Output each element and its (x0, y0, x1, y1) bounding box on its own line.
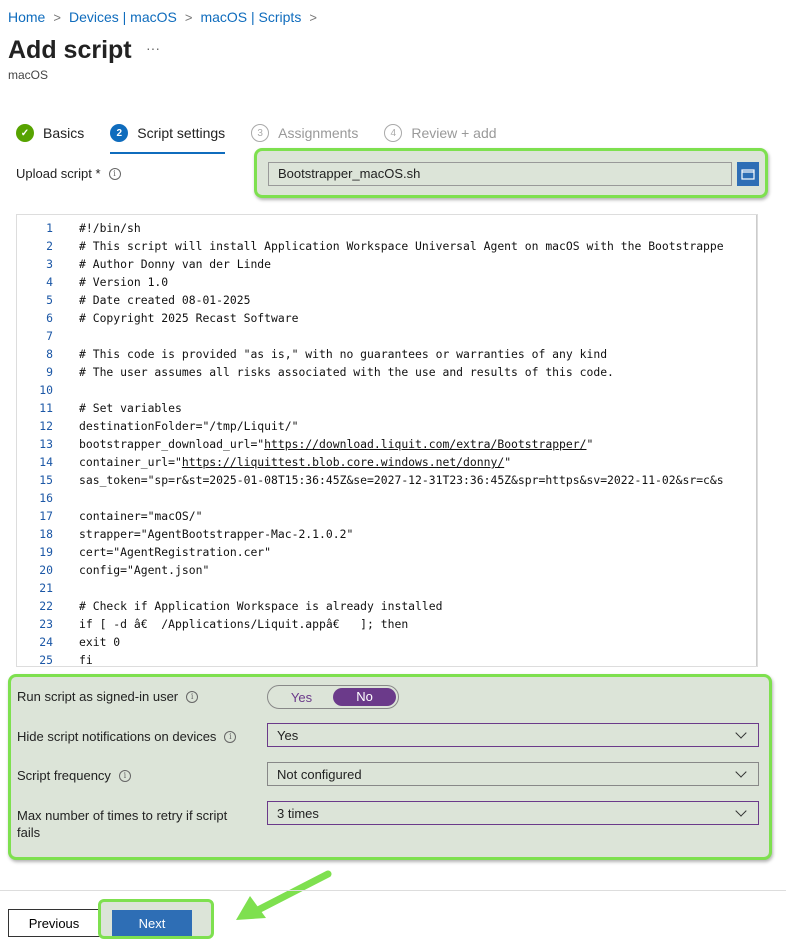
code-segment: # The user assumes all risks associated with the use and results of this code. (79, 365, 614, 379)
code-text (79, 633, 120, 651)
code-segment: sas_token="sp=r&st=2025-01-08T15:36:45Z&se=2027-12-31T23:36:45Z&spr=https&sv=2022-11-02&sr=c&s (79, 473, 724, 487)
label-text: Upload script * (16, 166, 101, 181)
line-number: 3 (46, 257, 53, 271)
script-code-editor[interactable] (16, 214, 758, 667)
tab-assignments[interactable] (251, 120, 358, 146)
page-title: Add script (8, 36, 132, 64)
line-number: 20 (39, 563, 53, 577)
line-number: 19 (39, 545, 53, 559)
line-number: 16 (39, 491, 53, 505)
code-line (17, 327, 757, 345)
code-segment: #!/bin/sh (79, 221, 141, 235)
code-segment: exit 0 (79, 635, 121, 649)
code-text (79, 597, 442, 615)
code-segment: # This script will install Application Workspace Universal Agent on macOS with the Bootstrappe (79, 239, 724, 253)
browse-folder-button[interactable] (737, 162, 759, 186)
code-line (17, 273, 757, 291)
hide-notifications-select[interactable] (267, 723, 759, 747)
code-line (17, 633, 757, 651)
line-number: 4 (46, 275, 53, 289)
code-line (17, 219, 757, 237)
code-segment: # Version 1.0 (79, 275, 169, 289)
code-text (79, 273, 168, 291)
label-text: Run script as signed-in user (17, 689, 179, 704)
line-number: 11 (39, 401, 53, 415)
arrow-annotation-icon (228, 868, 332, 928)
editor-scrollbar[interactable] (756, 215, 757, 666)
line-number: 10 (39, 383, 53, 397)
wizard-steps (16, 120, 523, 146)
code-segment: strapper="AgentBootstrapper-Mac-2.1.0.2" (79, 527, 354, 541)
line-number: 13 (39, 437, 53, 451)
step-number-icon: 3 (251, 124, 269, 142)
code-line (17, 597, 757, 615)
run-as-user-toggle[interactable] (267, 685, 399, 709)
code-text (79, 237, 724, 255)
code-segment: container="macOS/" (79, 509, 203, 523)
code-text (79, 345, 607, 363)
code-line (17, 237, 757, 255)
chevron-right-icon: > (184, 9, 193, 25)
code-line (17, 381, 757, 399)
check-icon: ✓ (16, 124, 34, 142)
code-text (79, 417, 298, 435)
code-segment: fi (79, 653, 93, 667)
script-frequency-select[interactable] (267, 762, 759, 786)
code-line (17, 345, 757, 363)
chevron-right-icon: > (309, 9, 317, 25)
line-number: 24 (39, 635, 53, 649)
code-segment: config="Agent.json" (79, 563, 210, 577)
line-number: 7 (46, 329, 53, 343)
code-text (79, 435, 593, 453)
tab-script-settings[interactable] (110, 120, 225, 146)
code-text (79, 543, 271, 561)
code-text (79, 219, 141, 237)
code-segment: if [ -d â€ /Applications/Liquit.appâ€ ]; then (79, 617, 409, 631)
chevron-down-icon (735, 727, 746, 738)
line-number: 21 (39, 581, 53, 595)
code-line (17, 255, 757, 273)
select-value: Not configured (277, 766, 362, 782)
step-label: Assignments (278, 125, 359, 141)
code-line (17, 309, 757, 327)
more-options-button[interactable]: ··· (146, 40, 160, 56)
code-link[interactable]: https://liquittest.blob.core.windows.net/donny/ (181, 455, 505, 469)
step-label: Basics (43, 125, 85, 141)
next-button[interactable]: Next (112, 910, 192, 936)
run-as-user-label (17, 689, 198, 704)
code-segment: container_url=" (79, 455, 182, 469)
line-number: 6 (46, 311, 53, 325)
code-line (17, 579, 757, 597)
code-line (17, 525, 757, 543)
step-number-icon: 4 (384, 124, 402, 142)
toggle-yes[interactable]: Yes (290, 689, 313, 705)
line-number: 22 (39, 599, 53, 613)
line-number: 18 (39, 527, 53, 541)
code-text (79, 471, 724, 489)
breadcrumb-macos-scripts[interactable]: macOS | Scripts (200, 9, 302, 25)
chevron-right-icon: > (53, 9, 61, 25)
code-segment: " (586, 437, 594, 451)
breadcrumb-home[interactable]: Home (8, 9, 46, 25)
footer-divider (0, 890, 786, 891)
next-highlight (98, 899, 214, 939)
label-text: Hide script notifications on devices (17, 729, 217, 744)
select-value: Yes (277, 727, 299, 743)
line-number: 17 (39, 509, 53, 523)
max-retries-label: Max number of times to retry if script fails (17, 808, 228, 840)
code-text (79, 255, 271, 273)
hide-notifications-label (17, 729, 236, 744)
code-line (17, 543, 757, 561)
code-segment: " (504, 455, 512, 469)
code-line (17, 399, 757, 417)
code-line (17, 507, 757, 525)
chevron-down-icon (735, 766, 746, 777)
line-number: 2 (46, 239, 53, 253)
code-line (17, 489, 757, 507)
upload-script-label (16, 166, 121, 181)
line-number: 12 (39, 419, 53, 433)
code-text (79, 615, 408, 633)
info-icon[interactable]: i (109, 168, 121, 180)
code-text (79, 525, 353, 543)
code-segment: # Copyright 2025 Recast Software (79, 311, 299, 325)
code-segment: destinationFolder="/tmp/Liquit/" (79, 419, 299, 433)
upload-highlight (254, 148, 768, 198)
code-line (17, 471, 757, 489)
code-text (79, 399, 182, 417)
script-settings-panel (8, 674, 772, 860)
max-retries-select[interactable] (267, 801, 759, 825)
upload-script-input[interactable]: Bootstrapper_macOS.sh (268, 162, 732, 186)
code-link[interactable]: https://download.liquit.com/extra/Bootstrapper/ (264, 437, 587, 451)
line-number: 5 (46, 293, 53, 307)
tab-basics[interactable] (16, 120, 84, 146)
code-text (79, 363, 614, 381)
toggle-no[interactable]: No (333, 688, 396, 706)
code-line (17, 453, 757, 471)
code-line (17, 417, 757, 435)
line-number: 9 (46, 365, 53, 379)
code-text (79, 309, 298, 327)
code-segment: cert="AgentRegistration.cer" (79, 545, 272, 559)
code-segment: bootstrapper_download_url=" (79, 437, 265, 451)
page-subtitle: macOS (8, 68, 49, 82)
code-line (17, 435, 757, 453)
code-line (17, 615, 757, 633)
line-number: 15 (39, 473, 53, 487)
info-icon[interactable]: i (119, 770, 131, 782)
step-label: Script settings (137, 125, 226, 141)
line-number: 1 (46, 221, 53, 235)
code-line (17, 561, 757, 579)
code-text (79, 651, 93, 667)
previous-button[interactable]: Previous (8, 909, 100, 937)
breadcrumb-devices-macos[interactable]: Devices | macOS (68, 9, 177, 25)
folder-icon (741, 168, 755, 180)
code-segment: # Set variables (79, 401, 182, 415)
step-number-icon: 2 (110, 124, 128, 142)
code-text (79, 507, 202, 525)
line-number: 23 (39, 617, 53, 631)
tab-review-add[interactable] (384, 120, 496, 146)
info-icon[interactable]: i (224, 731, 236, 743)
code-segment: # Date created 08-01-2025 (79, 293, 251, 307)
info-icon[interactable]: i (186, 691, 198, 703)
line-number: 14 (39, 455, 53, 469)
code-segment: # This code is provided "as is," with no guarantees or warranties of any kind (79, 347, 608, 361)
script-frequency-label (17, 768, 131, 783)
label-text: Script frequency (17, 768, 111, 783)
code-text (79, 291, 250, 309)
chevron-down-icon (735, 805, 746, 816)
code-text (79, 453, 511, 471)
line-number: 25 (39, 653, 53, 667)
code-segment: # Author Donny van der Linde (79, 257, 272, 271)
code-line (17, 291, 757, 309)
select-value: 3 times (277, 805, 319, 821)
code-line (17, 363, 757, 381)
code-text (79, 561, 209, 579)
code-segment: # Check if Application Workspace is already installed (79, 599, 443, 613)
line-number: 8 (46, 347, 53, 361)
breadcrumb (8, 9, 317, 25)
code-line (17, 651, 757, 667)
step-label: Review + add (411, 125, 497, 141)
